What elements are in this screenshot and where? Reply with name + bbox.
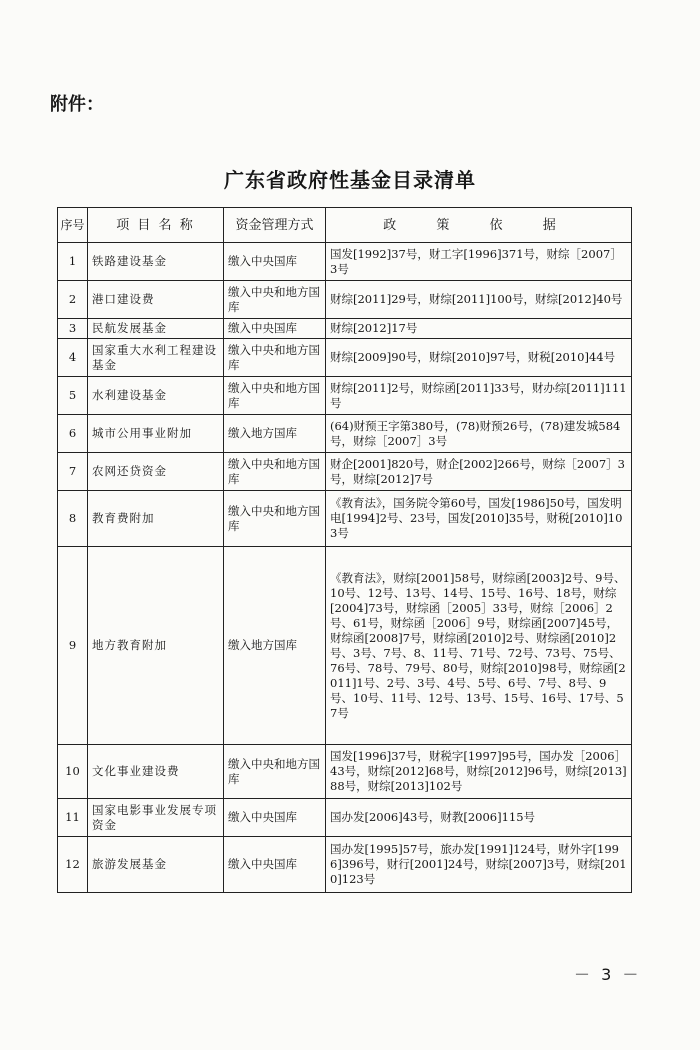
row-name: 农网还贷资金 bbox=[88, 453, 224, 491]
row-basis: 《教育法》，国务院令第60号，国发[1986]50号，国发明电[1994]2号、23号，国发[2010]35号，财税[2010]103号 bbox=[326, 491, 632, 547]
row-name: 教育费附加 bbox=[88, 491, 224, 547]
row-basis: 财综[2011]29号，财综[2011]100号，财综[2012]40号 bbox=[326, 281, 632, 319]
row-seq: 8 bbox=[58, 491, 88, 547]
header-mgmt: 资金管理方式 bbox=[224, 208, 326, 243]
table-row bbox=[58, 799, 632, 837]
row-mgmt: 缴入中央和地方国库 bbox=[224, 453, 326, 491]
page-title: 广东省政府性基金目录清单 bbox=[224, 168, 476, 192]
header-basis: 政 策 依 据 bbox=[326, 208, 632, 243]
row-mgmt: 缴入中央和地方国库 bbox=[224, 491, 326, 547]
row-mgmt: 缴入中央国库 bbox=[224, 799, 326, 837]
header-name: 项 目 名 称 bbox=[88, 208, 224, 243]
fund-table bbox=[57, 207, 632, 893]
row-seq: 9 bbox=[58, 547, 88, 745]
row-name: 国家电影事业发展专项资金 bbox=[88, 799, 224, 837]
table-row bbox=[58, 491, 632, 547]
row-name: 港口建设费 bbox=[88, 281, 224, 319]
row-seq: 4 bbox=[58, 339, 88, 377]
row-mgmt: 缴入地方国库 bbox=[224, 415, 326, 453]
row-mgmt: 缴入中央和地方国库 bbox=[224, 339, 326, 377]
row-mgmt: 缴入中央国库 bbox=[224, 243, 326, 281]
row-name: 旅游发展基金 bbox=[88, 837, 224, 893]
attachment-label: 附件： bbox=[50, 94, 104, 115]
page-number: － 3 － bbox=[574, 965, 642, 984]
row-basis: 财综[2012]17号 bbox=[326, 319, 632, 339]
row-basis: 财综[2009]90号，财综[2010]97号，财税[2010]44号 bbox=[326, 339, 632, 377]
row-basis: 国办发[1995]57号，旅办发[1991]124号，财外字[1996]396号，财行[2001]24号，财综[2007]3号，财综[2010]123号 bbox=[326, 837, 632, 893]
row-name: 文化事业建设费 bbox=[88, 745, 224, 799]
row-name: 城市公用事业附加 bbox=[88, 415, 224, 453]
table-row bbox=[58, 281, 632, 319]
row-basis: 国发[1992]37号，财工字[1996]371号，财综［2007］3号 bbox=[326, 243, 632, 281]
row-basis: 国办发[2006]43号，财教[2006]115号 bbox=[326, 799, 632, 837]
row-basis: (64)财预王字第380号，(78)财预26号，(78)建发城584号，财综［2007］3号 bbox=[326, 415, 632, 453]
table-row bbox=[58, 243, 632, 281]
row-mgmt: 缴入中央国库 bbox=[224, 319, 326, 339]
row-seq: 7 bbox=[58, 453, 88, 491]
row-seq: 1 bbox=[58, 243, 88, 281]
row-seq: 11 bbox=[58, 799, 88, 837]
row-seq: 3 bbox=[58, 319, 88, 339]
table-row bbox=[58, 377, 632, 415]
row-seq: 10 bbox=[58, 745, 88, 799]
table-row bbox=[58, 319, 632, 339]
row-basis: 财企[2001]820号，财企[2002]266号，财综［2007］3号，财综[2012]7号 bbox=[326, 453, 632, 491]
table-row bbox=[58, 415, 632, 453]
row-mgmt: 缴入地方国库 bbox=[224, 547, 326, 745]
table-header-row bbox=[58, 208, 632, 243]
table-row bbox=[58, 837, 632, 893]
row-basis: 国发[1996]37号，财税字[1997]95号，国办发［2006］43号，财综[2012]68号，财综[2012]96号，财综[2013]88号，财综[2013]102号 bbox=[326, 745, 632, 799]
table-row bbox=[58, 453, 632, 491]
header-seq: 序号 bbox=[58, 208, 88, 243]
row-mgmt: 缴入中央国库 bbox=[224, 837, 326, 893]
row-seq: 2 bbox=[58, 281, 88, 319]
row-name: 国家重大水利工程建设基金 bbox=[88, 339, 224, 377]
row-basis: 《教育法》，财综[2001]58号，财综函[2003]2号、9号、10号、12号、13号、14号、15号、16号、18号，财综[2004]73号，财综函［2005］33号，财综［2006］2号、61号，财综函［2006］9号，财综函[2007]45号，财综函[2008]7号，财综函[2010]2号、财综函[2010]2号、3号、7号、8、11号、71号、72号、73号、75号、76号、78号、79号、80号，财综[2010]98号，财综函[2011]1号、2号、3号、4号、5号、6号、7号、8号、9号、10号、11号、12号、13号、15号、16号、17号、57号 bbox=[326, 547, 632, 745]
row-basis: 财综[2011]2号，财综函[2011]33号，财办综[2011]111号 bbox=[326, 377, 632, 415]
row-name: 地方教育附加 bbox=[88, 547, 224, 745]
table-row bbox=[58, 339, 632, 377]
row-mgmt: 缴入中央和地方国库 bbox=[224, 745, 326, 799]
row-seq: 5 bbox=[58, 377, 88, 415]
row-seq: 6 bbox=[58, 415, 88, 453]
table-row bbox=[58, 547, 632, 745]
row-seq: 12 bbox=[58, 837, 88, 893]
row-mgmt: 缴入中央和地方国库 bbox=[224, 281, 326, 319]
row-name: 民航发展基金 bbox=[88, 319, 224, 339]
row-mgmt: 缴入中央和地方国库 bbox=[224, 377, 326, 415]
table-row bbox=[58, 745, 632, 799]
row-name: 水利建设基金 bbox=[88, 377, 224, 415]
row-name: 铁路建设基金 bbox=[88, 243, 224, 281]
